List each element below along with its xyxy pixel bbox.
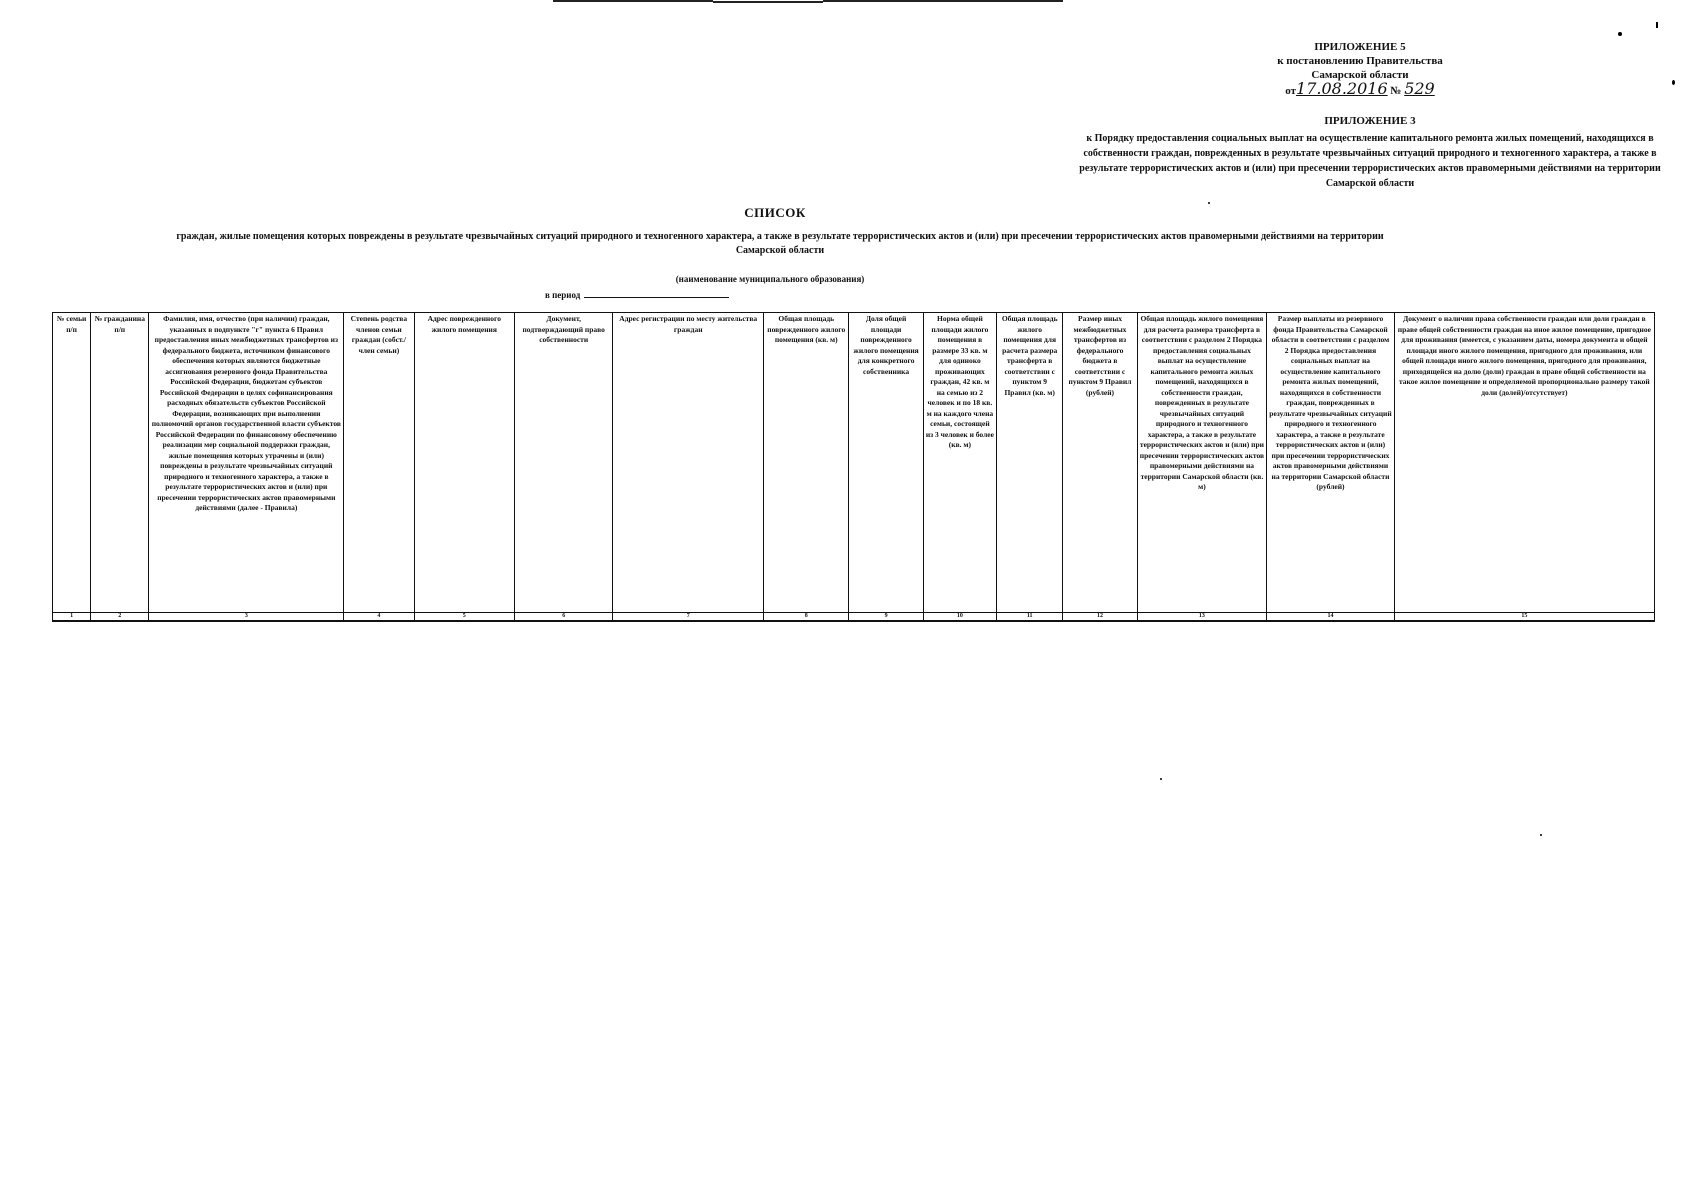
column-number: 8 [764, 613, 849, 622]
appendix-3-text: к Порядку предоставления социальных выплат на осуществление капитального ремонта жилых помещений, находящихся в собственности граждан, поврежденных в результате чрезвычайных ситуаций природного и техногенного характера, а также в результате террористических актов и (или) при пресечении террористических актов правомерными действиями на территории Самарской области [1079, 133, 1661, 189]
scan-speck [1160, 778, 1162, 780]
header-cell: Общая площадь поврежденного жилого помещения (кв. м) [764, 313, 849, 613]
column-number: 14 [1267, 613, 1395, 622]
appendix-5-title: ПРИЛОЖЕНИЕ 5 [1314, 41, 1406, 53]
column-number: 13 [1137, 613, 1267, 622]
header-cell: Размер иных межбюджетных трансфертов из федерального бюджета в соответствии с пунктом 9 Правил (рублей) [1063, 313, 1137, 613]
column-number: 12 [1063, 613, 1137, 622]
appendix-5-line2: Самарской области [1311, 69, 1409, 81]
header-cell: Степень родства членов семьи граждан (собст./член семьи) [344, 313, 414, 613]
period-label: в период [545, 290, 581, 300]
date-handwritten: 17.08.2016 [1296, 79, 1388, 98]
citizens-list-table [52, 312, 1655, 622]
appendix-3-title: ПРИЛОЖЕНИЕ 3 [1324, 115, 1416, 127]
column-number-row [53, 613, 1655, 622]
scan-speck [1618, 32, 1622, 36]
number-prefix: № [1390, 85, 1402, 97]
scan-artifact-lines [0, 0, 1698, 8]
header-cell: Фамилия, имя, отчество (при наличии) граждан, указанных в подпункте "г" пункта 6 Правил предоставления иных межбюджетных трансфертов из федерального бюджета, источником финансового обеспечения которых являются бюджетные ассигнования резервного фонда Правительства Российской Федерации, бюджетам субъектов Российской Федерации в целях софинансирования расходных обязательств субъектов Российской Федерации, возникающих при выполнении полномочий органов государственной власти субъектов Российской Федерации по финансовому обеспечению реализации мер социальной поддержки граждан, жилые помещения которых утрачены и (или) повреждены в результате чрезвычайных ситуаций природного и техногенного характера, а также в результате террористических актов и (или) при пресечении террористических актов правомерными действиями (далее - Правила) [149, 313, 344, 613]
document-subtitle: граждан, жилые помещения которых повреждены в результате чрезвычайных ситуаций природного и техногенного характера, а также в результате террористических актов и (или) при пресечении террористических актов правомерными действиями на территории Самарской области [176, 231, 1384, 256]
scan-speck [1208, 202, 1210, 204]
column-number: 2 [91, 613, 149, 622]
scan-speck [1672, 80, 1675, 85]
column-number: 4 [344, 613, 414, 622]
document-title: СПИСОК [744, 205, 806, 220]
header-cell: Документ о наличии права собственности граждан или доли граждан в праве общей собственности граждан на иное жилое помещение, пригодное для проживания (имеется, с указанием даты, номера документа и общей площади иного жилого помещения, пригодного для проживания, или общей площади иного жилого помещения, пригодного для проживания, приходящейся на долю (доли) граждан в праве общей собственности на такое жилое помещение и определяемой пропорционально размеру такой доли (долей)/отсутствует) [1394, 313, 1654, 613]
column-number: 11 [997, 613, 1063, 622]
header-cell: № гражданина п/п [91, 313, 149, 613]
column-number: 10 [923, 613, 996, 622]
scan-speck [1656, 22, 1658, 28]
appendix-3-block [1070, 114, 1670, 191]
appendix-5-line1: к постановлению Правительства [1277, 55, 1443, 67]
column-number: 3 [149, 613, 344, 622]
header-cell: Документ, подтверждающий право собственности [514, 313, 612, 613]
header-cell: Общая площадь жилого помещения для расчета размера трансферта в соответствии с разделом 2 Порядка предоставления социальных выплат на осуществление капитального ремонта жилых помещений, находящихся в собственности граждан, поврежденных в результате чрезвычайных ситуаций природного и техногенного характера, а также в результате террористических актов и (или) при пресечении террористических актов правомерными действиями на территории Самарской области (кв. м) [1137, 313, 1267, 613]
header-cell: Адрес поврежденного жилого помещения [414, 313, 514, 613]
column-number: 15 [1394, 613, 1654, 622]
appendix-5-block [1230, 40, 1490, 98]
header-cell: Общая площадь жилого помещения для расчета размера трансферта в соответствии с пунктом 9 Правил (кв. м) [997, 313, 1063, 613]
appendix-5-date-line [1230, 79, 1490, 98]
column-number: 9 [849, 613, 923, 622]
period-line [545, 289, 729, 300]
header-cell: Доля общей площади поврежденного жилого помещения для конкретного собственника [849, 313, 923, 613]
column-number: 7 [613, 613, 764, 622]
scan-speck [1540, 834, 1542, 836]
header-cell: № семьи п/п [53, 313, 91, 613]
column-number: 1 [53, 613, 91, 622]
period-blank [584, 289, 729, 298]
date-prefix: от [1285, 85, 1297, 97]
header-cell: Размер выплаты из резервного фонда Правительства Самарской области в соответствии с разделом 2 Порядка предоставления социальных выплат на осуществление капитального ремонта жилых помещений, находящихся в собственности граждан, поврежденных в результате чрезвычайных ситуаций природного и техногенного характера, а также в результате террористических актов и (или) при пресечении террористических актов правомерными действиями на территории Самарской области (рублей) [1267, 313, 1395, 613]
column-number: 6 [514, 613, 612, 622]
municipality-caption: (наименование муниципального образования) [675, 274, 865, 284]
column-number: 5 [414, 613, 514, 622]
table-header-row [53, 313, 1655, 613]
number-handwritten: 529 [1404, 79, 1435, 98]
header-cell: Норма общей площади жилого помещения в размере 33 кв. м для одиноко проживающих граждан, 42 кв. м на семью из 2 человек и по 18 кв. м на каждого члена семьи, состоящей из 3 человек и более (кв. м) [923, 313, 996, 613]
header-cell: Адрес регистрации по месту жительства граждан [613, 313, 764, 613]
